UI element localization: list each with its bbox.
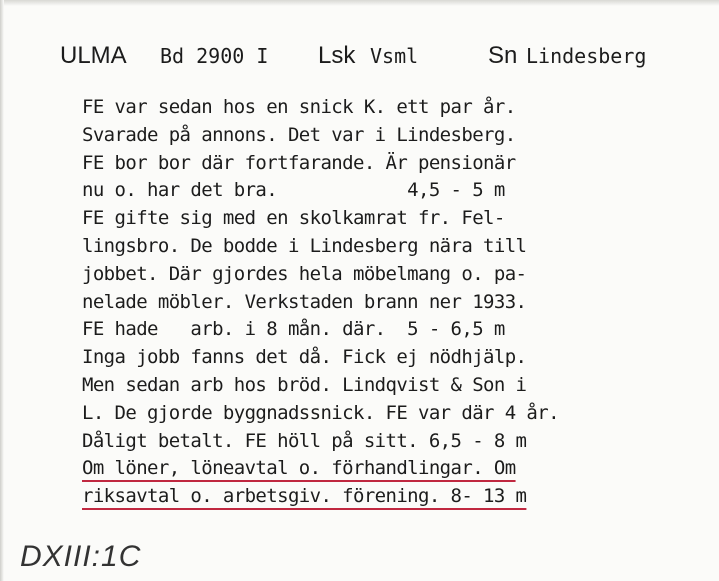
parish-name: Lindesberg: [526, 44, 647, 68]
transcript-line: nelade möbler. Verkstaden brann ner 1933.: [82, 290, 527, 313]
parish-prefix: Sn: [488, 42, 518, 69]
transcript-line: L. De gjorde byggnadssnick. FE var där 4 år.: [82, 401, 559, 424]
transcript-body: [82, 94, 692, 511]
transcript-line: FE var sedan hos en snick K. ett par år.: [82, 96, 516, 118]
volume-number: Bd 2900 I: [160, 44, 269, 68]
call-number: DXIII:1C: [20, 540, 142, 573]
transcript-line: lingsbro. De bodde i Lindesberg nära till: [82, 234, 527, 257]
transcript-line-underlined: [82, 483, 692, 511]
transcript-line: Inga jobb fanns det då. Fick ej nödhjälp.: [82, 346, 527, 369]
transcript-line: Svarade på annons. Det var i Lindesberg.: [82, 123, 516, 146]
card-header: [60, 42, 680, 76]
transcript-line: FE bor bor där fortfarande. Är pensionär: [82, 151, 516, 174]
transcript-line: nu o. har det bra. 4,5 - 5 m: [82, 179, 505, 202]
archive-name: ULMA: [60, 42, 127, 69]
card-top-edge: [0, 0, 719, 6]
transcript-line: FE gifte sig med en skolkamrat fr. Fel-: [82, 207, 505, 230]
card-left-edge: [0, 0, 4, 581]
underlined-text: riksavtal o. arbetsgiv. förening. 8- 13 m: [82, 485, 527, 508]
transcript-line: FE hade arb. i 8 mån. där. 5 - 6,5 m: [82, 318, 505, 341]
transcript-line: jobbet. Där gjordes hela möbelmang o. pa-: [82, 262, 527, 285]
transcript-line: Dåligt betalt. FE höll på sitt. 6,5 - 8 m: [82, 429, 527, 452]
region-code: Lsk: [318, 42, 356, 69]
underlined-text: Om löner, löneavtal o. förhandlingar. Om: [82, 457, 516, 480]
province-code: Vsml: [370, 44, 419, 68]
transcript-line: Men sedan arb hos bröd. Lindqvist & Son i: [82, 373, 527, 396]
transcript-line-underlined: [82, 455, 692, 483]
